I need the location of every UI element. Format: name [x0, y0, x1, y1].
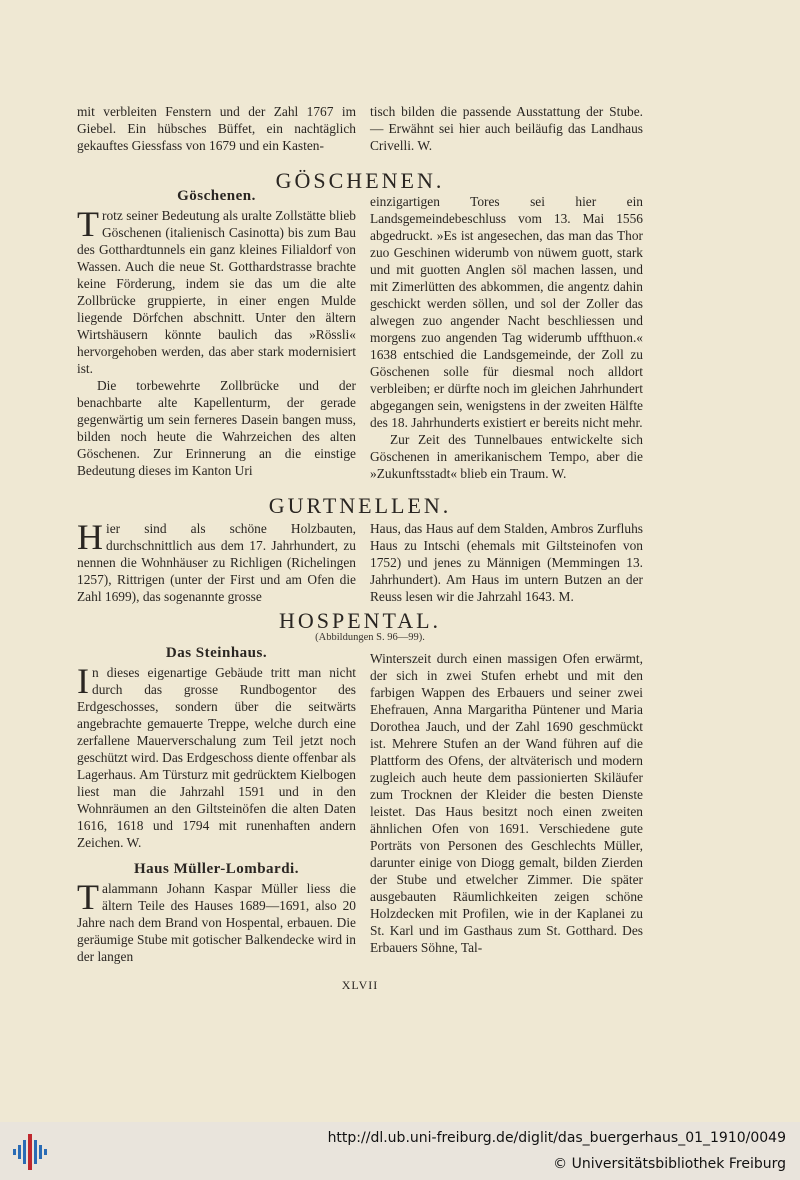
drop-cap: T — [77, 204, 99, 244]
top-right-column — [370, 103, 643, 154]
steinhaus-para: n dieses eigenartige Gebäude tritt man nicht durch das grosse Rundbogentor des Erdgeschosses, sondern über die seitwärts angebrachte gemauerte Treppe, welche durch eine zerfallene Mauerverschalung zum Teil jetzt noch geschützt wird. Das Erdgeschoss diente offenbar als Lagerhaus. Am Türsturz mit gedrücktem Kielbogen liest man die Jahrzahl 1591 und in den Wohnräumen an den Giltsteinöfen die alten Daten 1616, 1618 und 1794 mit runenhaften andern Zeichen. W. — [77, 665, 357, 850]
gurtnellen-right-para: Haus, das Haus auf dem Stalden, Ambros Zurfluhs Haus zu Intschi (ehemals mit Giltsteinofen von 1752) und jenes zu Männigen (Memmingen 13. Jahrhundert). Am Haus im untern Butzen an der Reuss lesen wir die Jahrzahl 1643. M. — [370, 521, 643, 604]
top-left-column — [77, 103, 356, 154]
top-right-text: tisch bilden die passende Ausstattung der Stube. — Erwähnt sei hier auch beiläufig das Landhaus Crivelli. W. — [370, 104, 643, 153]
gurtnellen-right-column — [370, 520, 643, 605]
section-title-gurtnellen: GURTNELLEN. — [268, 493, 452, 518]
top-left-text: mit verbleiten Fenstern und der Zahl 1767 im Giebel. Ein hübsches Büffet, ein nachtäglich gekauftes Giessfass von 1679 und ein Kasten- — [77, 104, 356, 153]
drop-cap: H — [77, 517, 103, 557]
subheading-steinhaus: Das Steinhaus. — [165, 645, 268, 661]
mueller-lombardi-para: alammann Johann Kaspar Müller liess die ältern Teile des Hauses 1689—1691, also 20 Jahre nach dem Brand von Hospental, erbauen. Die geräumige Stube mit gotischer Balkendecke wird in der langen — [77, 881, 356, 964]
goeschenen-right-para-1: einzigartigen Tores sei hier ein Landsgemeindebeschluss vom 13. Mai 1556 abgedruckt. »Es ist angesechen, das man das Thor zuo Geschinen widerumb von nüwem guott, stark und mit guotten Anglen söl machen lassen, und mit Zimerlütten des abkommen, die angentz dahin geschickt werden söllen, und sol der Zoller das alwegen zuo angender Nacht beschliessen und morgens zuo angenden Tag widerumb uffthuon.« 1638 entschied die Landsgemeinde, der Zoll zu Göschenen solle für diesmal noch alldort verbleiben; er dürfte noch im gleichen Jahrhundert abgegangen sein, wenigstens in der zweiten Hälfte des 18. Jahrhunderts existiert er bereits nicht mehr. — [370, 194, 643, 430]
goeschenen-left-para-1: rotz seiner Bedeutung als uralte Zollstätte blieb Göschenen (italienisch Casinotta) bis zum Bau des Gotthardtunnels ein ganz kleines Filialdorf von Wassen. Auch die neue St. Gotthardstrasse brachte keine Förderung, indem sie das um die alte Zollbrücke gruppierte, in einer engen Mulde liegende Dörfchen abschnitt. Unter den ältern Wirtshäusern könnte baulich das »Rössli« hervorgehoben werden, das aber stark modernisiert ist. — [77, 208, 356, 376]
figure-reference-note: (Abbildungen S. 96—99). — [315, 632, 425, 643]
subheading-haus-mueller-lombardi: Haus Müller-Lombardi. — [134, 861, 299, 877]
footer-bar — [0, 1122, 800, 1180]
subheading-goeschenen: Göschenen. — [177, 188, 256, 204]
goeschenen-right-para-2: Zur Zeit des Tunnelbaues entwickelte sich Göschenen in amerikanischem Tempo, aber die »Zukunftsstadt« blieb ein Traum. W. — [370, 432, 643, 481]
source-url-link[interactable]: http://dl.ub.uni-freiburg.de/diglit/das_buergerhaus_01_1910/0049 — [327, 1130, 786, 1146]
hospental-right-column — [370, 650, 643, 956]
goeschenen-left-para-2: Die torbewehrte Zollbrücke und der benachbarte alte Kapellenturm, der gerade gegenwärtig um sein ferneres Dasein bangen muss, bilden noch heute die Wahrzeichen des alten Göschenen. Zur Erinnerung an die einstige Bedeutung dieses im Kanton Uri — [77, 378, 356, 478]
library-logo-icon — [12, 1132, 52, 1172]
section-title-goeschenen: GÖSCHENEN. — [275, 168, 445, 193]
section-title-hospental: HOSPENTAL. — [278, 608, 442, 633]
gurtnellen-left-column — [77, 517, 356, 605]
drop-cap: T — [77, 877, 99, 917]
drop-cap: I — [77, 661, 89, 701]
goeschenen-right-column — [370, 193, 643, 482]
goeschenen-left-column — [77, 188, 356, 479]
copyright-text: © Universitätsbibliothek Freiburg — [553, 1156, 786, 1172]
hospental-left-column — [77, 645, 356, 965]
gurtnellen-left-para: ier sind als schöne Holzbauten, durchschnittlich aus dem 17. Jahrhundert, zu nennen die Wohnhäuser zu Richligen (Richelingen 1257), Rittrigen (unter der First und am Ofen die Zahl 1699), das sogenannte grosse — [77, 521, 356, 604]
page-number: XLVII — [341, 978, 379, 992]
hospental-right-para: Winterszeit durch einen massigen Ofen erwärmt, der sich in zwei Stufen erhebt und mit den farbigen Wappen des Erbauers und seiner zwei Ehefrauen, Anna Margaritha Püntener und Maria Dorothea Jauch, und der Zahl 1690 geschmückt ist. Mehrere Stufen an der Wand führen auf die Plattform des Ofens, der altväterisch und modern zugleich auch heute dem passionierten Skiläufer zum Trocknen der Kleider die besten Dienste leistet. Das Haus besitzt noch einen zweiten ähnlichen Ofen von 1691. Verschiedene gute Porträts von Personen des Geschlechts Müller, darunter einige von Diogg gemalt, bilden Zierden der Stube und etwelcher Zimmer. Die später ausgebauten Räumlichkeiten zeigen schöne Holzdecken mit Profilen, wie in der Kaplanei zu St. Karl und im Gasthaus zum St. Gotthard. Des Erbauers Söhne, Tal- — [370, 651, 643, 955]
